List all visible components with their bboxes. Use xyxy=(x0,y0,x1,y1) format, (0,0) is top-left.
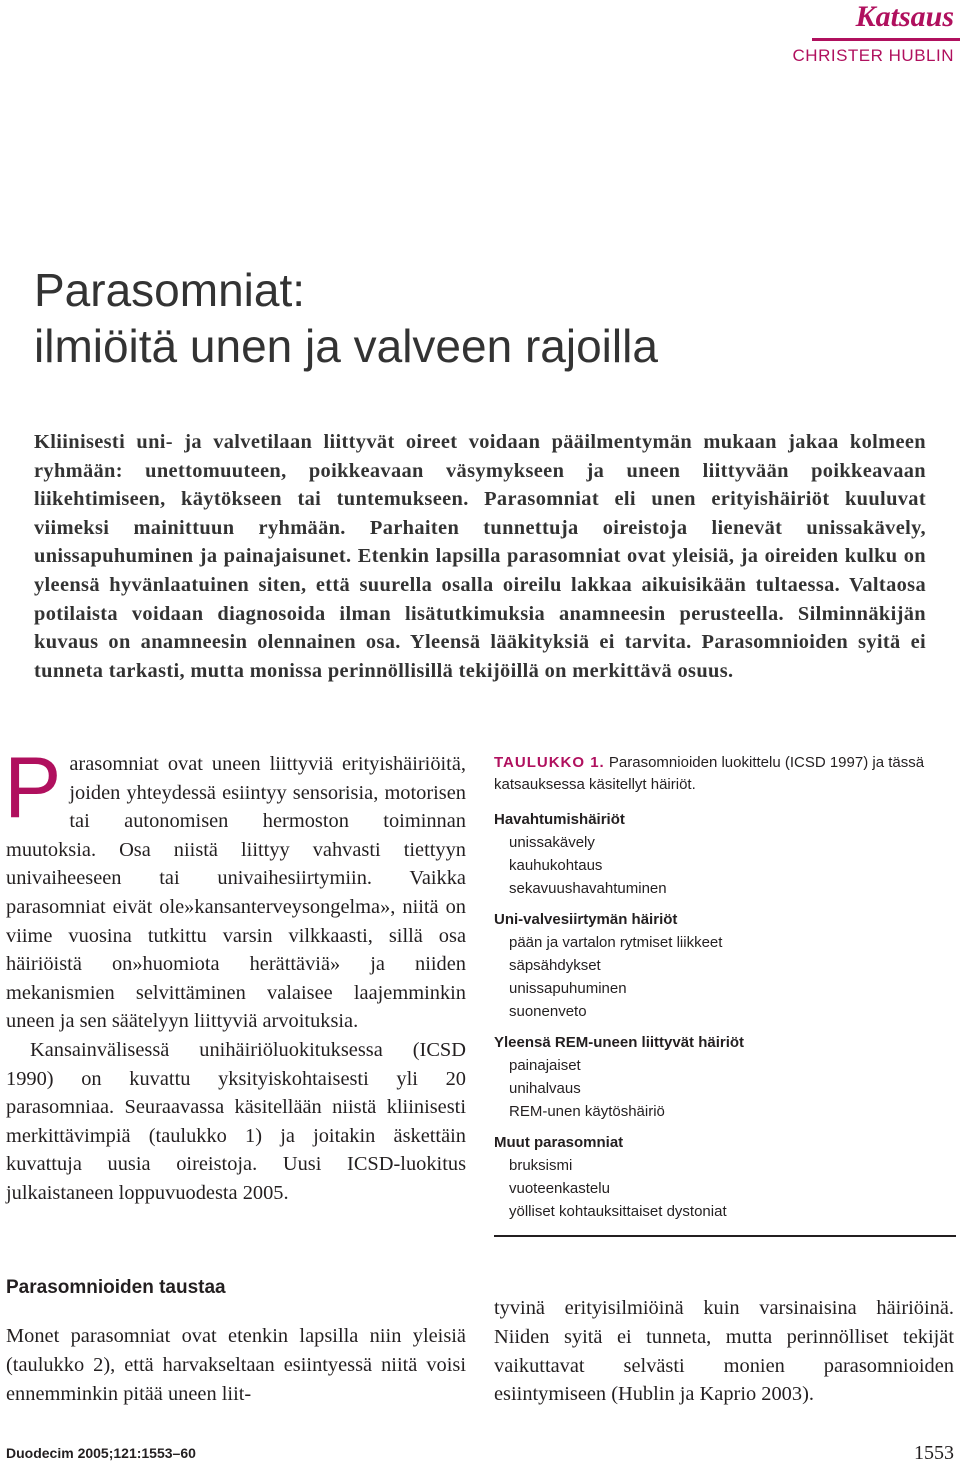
paragraph-1 xyxy=(4,740,466,1036)
table-bottom-rule xyxy=(494,1235,956,1237)
journal-reference: Duodecim 2005;121:1553–60 xyxy=(6,1445,196,1461)
title-line-1: Parasomniat: xyxy=(34,264,306,316)
page-number: 1553 xyxy=(914,1442,954,1464)
table-group-heading: Havahtumishäiriöt xyxy=(494,811,625,828)
paragraph-3: Monet parasomniat ovat etenkin lapsilla niin yleisiä (taulukko 2), että harvakseltaan esiintyessä niitä voisi ennemminkin pitää uneen liit- xyxy=(6,1325,466,1405)
table-label: TAULUKKO 1. xyxy=(494,754,605,771)
table-group-item: vuoteenkastelu xyxy=(509,1180,610,1197)
table-group-item: unissapuhuminen xyxy=(509,980,627,997)
table-caption xyxy=(494,752,954,796)
abstract: Kliinisesti uni- ja valvetilaan liittyvät oireet voidaan pääilmentymän mukaan jakaa kolmeen ryhmään: unettomuuteen, poikkeavaan väsymykseen ja uneen liittyvään poikkeavaan liikehtimiseen, käytökseen tai tuntemukseen. Parasomniat eli unen erityishäiriöt kuuluvat viimeksi mainittuun ryhmään. Parhaiten tunnettuja oireistoja lienevät unissakävely, unissapuhuminen ja painajaisunet. Etenkin lapsilla parasomniat ovat yleisiä, ja oireiden kulku on yleensä hyvänlaatuinen siten, että suurella osalla oireilu lakkaa aikuisikään tultaessa. Valtaosa potilaista voidaan diagnosoida ilman lisätutkimuksia anamneesin perusteella. Silminnäkijän kuvaus on anamneesin olennainen osa. Yleensä lääkityksiä ei tarvita. Parasomnioiden syitä ei tunneta tarkasti, mutta monissa perinnöllisillä tekijöillä on merkittävä osuus. xyxy=(34,431,926,682)
table-group-item: säpsähdykset xyxy=(509,957,601,974)
table-group-item: kauhukohtaus xyxy=(509,857,603,874)
section-label: Katsaus xyxy=(855,0,954,33)
table-group-heading: Yleensä REM-uneen liittyvät häiriöt xyxy=(494,1034,745,1051)
table-group-item: pään ja vartalon rytmiset liikkeet xyxy=(509,934,723,951)
paragraph-1-text: arasomniat ovat uneen liittyviä erityishäiriöitä, joiden yhteydessä esiintyy sensorisia, motorisen tai autonomisen hermoston toiminnan muutoksia. Osa niistä liittyy vahvasti tiettyyn univaiheeseen tai univaihesiirtymiin. Vaikka parasomniat eivät ole»kansanterveysongelma», niitä on viime vuosina tutkittu varsin vilkkaasti, sillä osa häiriöistä on»huomiota herättäviä» ja niiden mekanismien selvittäminen valaisee laajemminkin uneen ja sen säätelyyn liittyviä arvoituksia. xyxy=(6,753,466,1033)
body-column-left xyxy=(4,740,466,1208)
table-groups xyxy=(494,808,954,1223)
table-group-item: sekavuushavahtuminen xyxy=(509,880,667,897)
table-group-heading: Uni-valvesiirtymän häiriöt xyxy=(494,911,678,928)
paragraph-3-continued: tyvinä erityisilmiöinä kuin varsinaisina häiriöinä. Niiden syitä ei tunneta, mutta perinnölliset tekijät vaikuttavat selvästi monien parasomnioiden esiintymiseen (Hublin ja Kaprio 2003). xyxy=(494,1297,954,1406)
header-rule xyxy=(812,38,960,41)
article-title xyxy=(34,262,934,374)
section-subheading: Parasomnioiden taustaa xyxy=(6,1277,226,1298)
title-line-2: ilmiöitä unen ja valveen rajoilla xyxy=(34,320,658,372)
table-group-item: painajaiset xyxy=(509,1057,581,1074)
paragraph-2: Kansainvälisessä unihäiriöluokituksessa (ICSD 1990) on kuvattu yksityiskohtaisesti yli 20 parasomniaa. Seuraavassa käsitellään niistä kliinisesti merkittävimpiä (taulukko 1) ja joitakin äskettäin kuvattuja uusia oireistoja. Uusi ICSD-luokitus julkaistaneen loppuvuodesta 2005. xyxy=(6,1038,466,1204)
drop-cap: P xyxy=(4,740,62,836)
table-group-item: bruksismi xyxy=(509,1157,573,1174)
table-1 xyxy=(494,752,954,1223)
table-group-item: yölliset kohtauksittaiset dystoniat xyxy=(509,1203,727,1220)
table-group-item: unissakävely xyxy=(509,834,595,851)
table-caption-text: Parasomnioiden luokittelu (ICSD 1997) ja tässä katsauksessa käsitellyt häiriöt. xyxy=(494,754,925,793)
table-group-item: REM-unen käytöshäiriö xyxy=(509,1103,665,1120)
table-group-heading: Muut parasomniat xyxy=(494,1134,624,1151)
table-group-item: suonenveto xyxy=(509,1003,587,1020)
author-name: CHRISTER HUBLIN xyxy=(792,46,954,65)
table-group-item: unihalvaus xyxy=(509,1080,581,1097)
